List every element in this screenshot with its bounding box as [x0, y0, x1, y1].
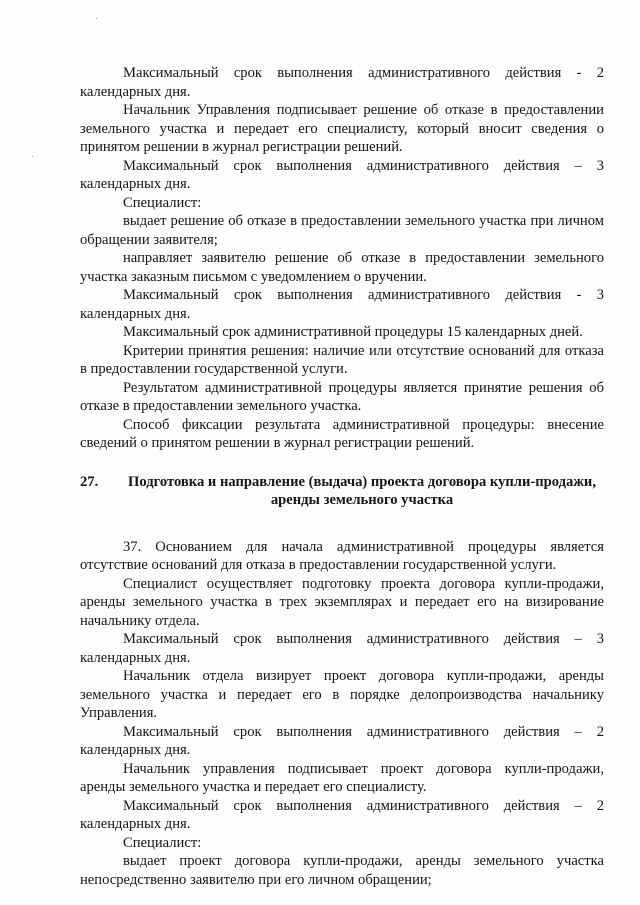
section-title: Подготовка и направление (выдача) проекта договора купли-продажи, аренды земельного участка — [128, 473, 596, 508]
paragraph: Начальник управления подписывает проект договора купли-продажи, аренды земельного участка и передает его специалисту. — [80, 760, 604, 795]
section-bottom — [80, 538, 604, 890]
paragraph: Максимальный срок выполнения административного действия – 2 календарных дня. — [80, 723, 604, 758]
paragraph: выдает проект договора купли-продажи, аренды земельного участка непосредственно заявителю при его личном обращении; — [80, 853, 604, 888]
section-top — [80, 64, 604, 453]
paragraph: выдает решение об отказе в предоставлении земельного участка при личном обращении заявителя; — [80, 213, 604, 248]
paragraph: Максимальный срок административной процедуры 15 календарных дней. — [123, 324, 583, 340]
paragraph: Максимальный срок выполнения административного действия – 3 календарных дня. — [80, 631, 604, 666]
paragraph: Начальник Управления подписывает решение об отказе в предоставлении земельного участка и передает его специалисту, который вносит сведения о принятом решении в журнал регистрации решений. — [80, 102, 604, 155]
paragraph: Специалист осуществляет подготовку проекта договора купли-продажи, аренды земельного участка в трех экземплярах и передает его на визирование начальнику отдела. — [80, 575, 604, 629]
paragraph: Максимальный срок выполнения административного действия – 3 календарных дня. — [80, 157, 604, 192]
scan-speck — [96, 18, 97, 19]
paragraph: Способ фиксации результата административной процедуры: внесение сведений о принятом решении в журнал регистрации решений. — [80, 416, 604, 451]
paragraph: Результатом административной процедуры является принятие решения об отказе в предоставлении земельного участка. — [80, 379, 604, 414]
paragraph: Максимальный срок выполнения административного действия - 2 календарных дня. — [80, 65, 604, 100]
paragraph: Максимальный срок выполнения административного действия - 3 календарных дня. — [80, 287, 604, 322]
section-number: 27. — [80, 473, 99, 490]
paragraph: Максимальный срок выполнения административного действия – 2 календарных дня. — [80, 797, 604, 832]
paragraph: 37. Основанием для начала административной процедуры является отсутствие оснований для отказа в предоставлении государственной услуги. — [80, 538, 604, 573]
scan-speck — [32, 156, 33, 157]
paragraph: Начальник отдела визирует проект договора купли-продажи, аренды земельного участка и передает его в порядке делопроизводства начальнику Управления. — [80, 668, 604, 721]
paragraph: Специалист: — [123, 834, 202, 851]
paragraph: направляет заявителю решение об отказе в предоставлении земельного участка заказным письмом с уведомлением о вручении. — [80, 250, 604, 285]
section-heading — [80, 473, 604, 510]
paragraph: Критерии принятия решения: наличие или отсутствие оснований для отказа в предоставлении государственной услуги. — [80, 342, 604, 377]
paragraph: Специалист: — [123, 194, 202, 211]
